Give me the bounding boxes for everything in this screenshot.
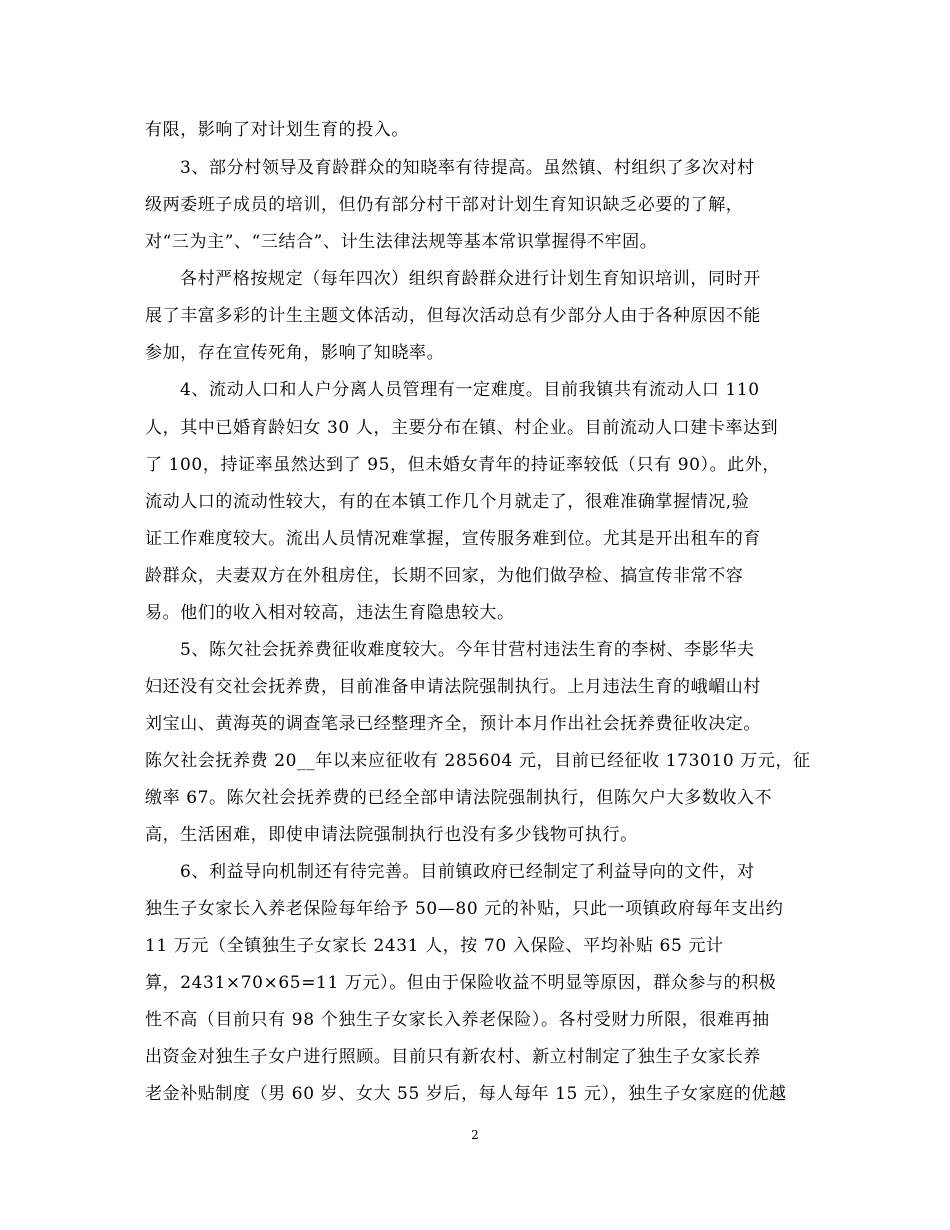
text-line: 3、部分村领导及育龄群众的知晓率有待提高。虽然镇、村组织了多次对村 <box>180 158 755 178</box>
text-line: 证工作难度较大。流出人员情况难掌握，宣传服务难到位。尤其是开出租车的育 <box>145 529 761 549</box>
text-line: 高，生活困难，即使申请法院强制执行也没有多少钱物可执行。 <box>145 825 638 845</box>
text-line: 老金补贴制度（男 60 岁、女大 55 岁后，每人每年 15 元），独生子女家庭的优越 <box>145 1084 787 1104</box>
text-line: 人，其中已婚育龄妇女 30 人，主要分布在镇、村企业。目前流动人口建卡率达到 <box>145 418 779 438</box>
text-line: 流动人口的流动性较大，有的在本镇工作几个月就走了，很难准确掌握情况,验 <box>145 492 750 512</box>
text-line: 11 万元（全镇独生子女家长 2431 人，按 70 入保险、平均补贴 65 元计 <box>145 936 724 956</box>
text-line: 对“三为主”、“三结合”、计生法律法规等基本常识掌握得不牢固。 <box>145 232 658 252</box>
text-line: 展了丰富多彩的计生主题文体活动，但每次活动总有少部分人由于各种原因不能 <box>145 306 761 326</box>
text-line: 性不高（目前只有 98 个独生子女家长入养老保险）。各村受财力所限，很难再抽 <box>145 1010 770 1030</box>
text-line: 各村严格按规定（每年四次）组织育龄群众进行计划生育知识培训，同时开 <box>180 269 761 289</box>
text-line: 级两委班子成员的培训，但仍有部分村干部对计划生育知识缺乏必要的了解， <box>145 195 744 215</box>
text-line: 有限，影响了对计划生育的投入。 <box>145 120 409 140</box>
text-line: 参加，存在宣传死角，影响了知晓率。 <box>145 343 445 363</box>
text-line: 刘宝山、黄海英的调查笔录已经整理齐全，预计本月作出社会抚养费征收决定。 <box>145 714 761 734</box>
text-line: 6、利益导向机制还有待完善。目前镇政府已经制定了利益导向的文件，对 <box>180 862 755 882</box>
text-line: 出资金对独生子女户进行照顾。目前只有新农村、新立村制定了独生子女家长养 <box>145 1047 761 1067</box>
text-line: 缴率 67。陈欠社会抚养费的已经全部申请法院强制执行，但陈欠户大多数收入不 <box>145 788 773 808</box>
text-line: 龄群众，夫妻双方在外租房住，长期不回家，为他们做孕检、搞宣传非常不容 <box>145 566 744 586</box>
text-line: 5、陈欠社会抚养费征收难度较大。今年甘营村违法生育的李树、李影华夫 <box>180 640 755 660</box>
text-line: 陈欠社会抚养费 20__年以来应征收有 285604 元，目前已经征收 173010 万元，征 <box>145 751 811 771</box>
text-line: 了 100，持证率虽然达到了 95，但未婚女青年的持证率较低（只有 90）。此外， <box>145 455 781 475</box>
text-line: 妇还没有交社会抚养费，目前准备申请法院强制执行。上月违法生育的峨嵋山村 <box>145 677 761 697</box>
text-line: 独生子女家长入养老保险每年给予 50—80 元的补贴，只此一项镇政府每年支出约 <box>145 899 784 919</box>
text-line: 算，2431×70×65=11 万元）。但由于保险收益不明显等原因，群众参与的积极 <box>145 973 777 993</box>
page-number: 2 <box>471 1128 479 1142</box>
text-line: 易。他们的收入相对较高，违法生育隐患较大。 <box>145 603 515 623</box>
text-line: 4、流动人口和人户分离人员管理有一定难度。目前我镇共有流动人口 110 <box>180 380 760 400</box>
